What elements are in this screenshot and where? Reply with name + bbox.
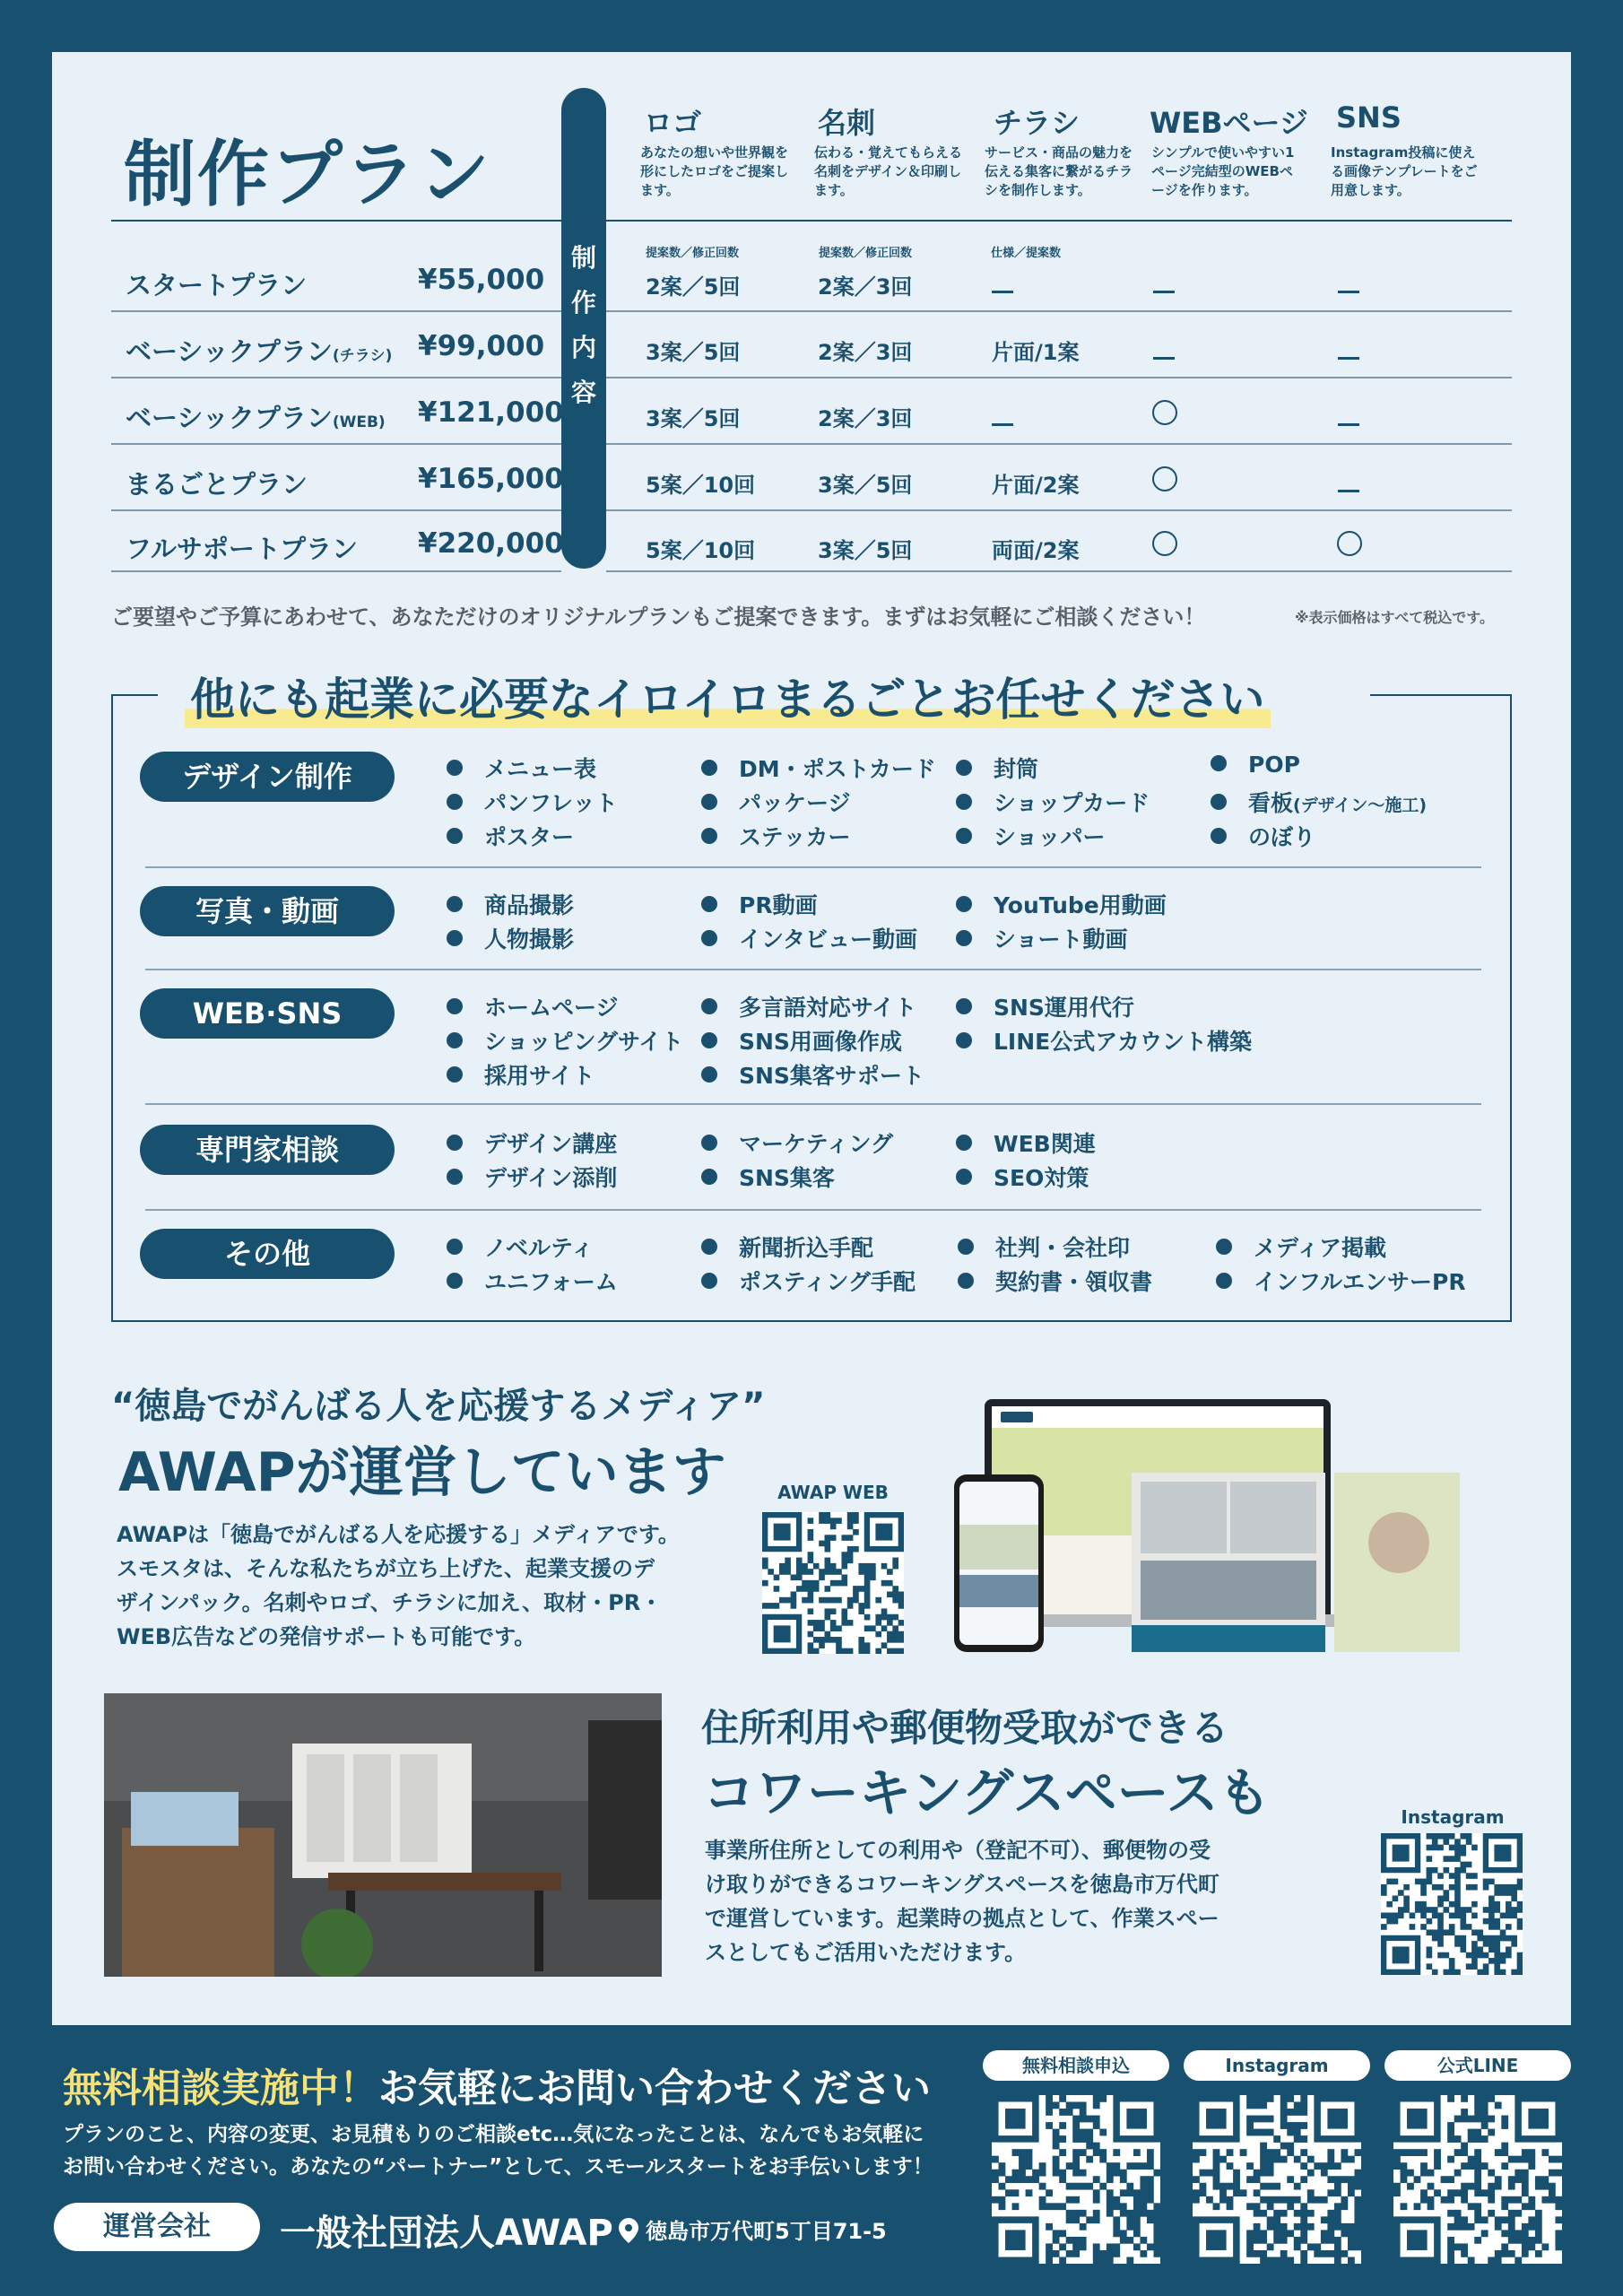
- list-item: ショッパー: [956, 820, 1150, 854]
- plan-note: ご要望やご予算にあわせて、あなただけのオリジナルプランもご提案できます。まずはお気軽にご相談ください！: [111, 604, 1206, 630]
- plan-cell: 両面/2案: [992, 538, 1080, 563]
- col-head-flyer: チラシ: [994, 106, 1081, 140]
- list-item: マーケティング: [701, 1126, 893, 1161]
- service-col: [701, 1231, 916, 1299]
- list-item: パンフレット: [447, 786, 618, 820]
- vertical-char: 作: [570, 288, 596, 317]
- service-col: [447, 1126, 617, 1195]
- row-divider: [606, 310, 1512, 312]
- media-mockup-image: [942, 1399, 1515, 1659]
- row-divider: [606, 377, 1512, 378]
- list-item: SNS用画像作成: [701, 1024, 924, 1058]
- plan-cell: 2案／5回: [646, 274, 741, 300]
- location-pin-icon: [619, 2218, 638, 2243]
- service-col: [1211, 752, 1427, 854]
- row-divider: [111, 443, 561, 445]
- dash-mark: [992, 280, 1013, 297]
- tax-note: ※表示価格はすべて税込です。: [1295, 609, 1494, 626]
- vertical-char: 内: [570, 333, 596, 362]
- list-item: SEO対策: [956, 1161, 1096, 1195]
- col-desc-logo: あなたの想いや世界観を形にしたロゴをご提案します。: [640, 144, 789, 198]
- plan-row-name: ベーシックプラン(WEB): [126, 403, 386, 433]
- list-item: LINE公式アカウント構築: [956, 1024, 1252, 1058]
- qr-label-consult: 無料相談申込: [983, 2050, 1169, 2081]
- awap-qr-label: AWAP WEB: [777, 1482, 889, 1503]
- plan-cell: 2案／3回: [818, 274, 913, 300]
- awap-body: AWAPは「徳島でがんばる人を応援する」メディアです。 スモスタは、そんな私たちが立ち上げた、起業支援のデ ザインパック。名刺やロゴ、チラシに加え、取材・PR・ WEB広告などの発信サポートも可能です。: [117, 1522, 680, 1649]
- list-item: SNS集客: [701, 1161, 893, 1195]
- list-item: 多言語対応サイト: [701, 990, 924, 1024]
- plan-row-price: ¥121,000: [418, 396, 564, 429]
- row-divider: [606, 570, 1512, 572]
- subhead-logo: 提案数／修正回数: [646, 247, 740, 260]
- footer-body: プランのこと、内容の変更、お見積もりのご相談etc…気になったことは、なんでもお気軽に お問い合わせください。あなたの“パートナー”として、スモールスタートをお手伝いします！: [63, 2123, 933, 2179]
- vertical-char: 容: [570, 378, 596, 407]
- list-item: デザイン講座: [447, 1126, 617, 1161]
- category-expert: 専門家相談: [140, 1125, 395, 1175]
- col-desc-web: シンプルで使いやすい1ページ完結型のWEBページを作ります。: [1151, 144, 1295, 198]
- subhead-card: 提案数／修正回数: [819, 247, 913, 260]
- table-top-rule: [111, 220, 1512, 222]
- list-item: ユニフォーム: [447, 1265, 618, 1299]
- list-item: ノベルティ: [447, 1231, 618, 1265]
- list-item: メディア掲載: [1216, 1231, 1466, 1265]
- list-item: 社判・会社印: [958, 1231, 1152, 1265]
- plan-cell: 5案／10回: [646, 473, 756, 498]
- list-item: PR動画: [701, 888, 917, 922]
- instagram-qr-label: Instagram: [1401, 1806, 1505, 1828]
- plan-cell: 3案／5回: [646, 406, 741, 431]
- plan-row-name: フルサポートプラン: [126, 534, 358, 564]
- qr-code[interactable]: [1193, 2095, 1361, 2264]
- plan-row-name: ベーシックプラン(チラシ): [126, 336, 393, 367]
- service-col: [956, 1126, 1096, 1195]
- list-item: ショッピングサイト: [447, 1024, 683, 1058]
- plan-cell: 3案／5回: [818, 473, 913, 498]
- plan-row-price: ¥99,000: [418, 330, 545, 362]
- plan-title: 制作プラン: [124, 133, 491, 216]
- dash-mark: [1338, 479, 1359, 496]
- row-divider: [111, 509, 561, 511]
- plan-cell: 2案／3回: [818, 340, 913, 365]
- qr-label-instagram: Instagram: [1184, 2050, 1370, 2081]
- list-item: 看板(デザイン〜施工): [1211, 786, 1427, 820]
- row-divider: [111, 310, 561, 312]
- service-col: [701, 888, 917, 956]
- company-label: 運営会社: [54, 2203, 260, 2251]
- list-item: ショート動画: [956, 922, 1167, 956]
- row-divider: [111, 377, 561, 378]
- list-item: SNS集客サポート: [701, 1058, 924, 1092]
- list-item: デザイン添削: [447, 1161, 617, 1195]
- list-item: ポスター: [447, 820, 618, 854]
- category-other: その他: [140, 1229, 395, 1279]
- cowork-subtitle: 住所利用や郵便物受取ができる: [701, 1706, 1229, 1750]
- qr-code[interactable]: [1381, 1833, 1523, 1975]
- plan-cell: 5案／10回: [646, 538, 756, 563]
- col-desc-card: 伝わる・覚えてもらえる名刺をデザイン＆印刷します。: [814, 144, 963, 198]
- service-col: [956, 888, 1167, 956]
- plan-row-price: ¥165,000: [418, 463, 564, 495]
- service-col: [1216, 1231, 1466, 1299]
- qr-code[interactable]: [762, 1512, 904, 1654]
- plan-cell: 片面/2案: [992, 473, 1080, 498]
- plan-cell: 片面/1案: [992, 340, 1080, 365]
- list-item: メニュー表: [447, 752, 618, 786]
- vertical-content-label: [561, 88, 606, 569]
- dash-mark: [1338, 280, 1359, 297]
- qr-code[interactable]: [992, 2095, 1160, 2264]
- service-col: [701, 752, 936, 854]
- plan-row-name: まるごとプラン: [126, 469, 308, 500]
- list-item: 新聞折込手配: [701, 1231, 916, 1265]
- service-col: [701, 990, 924, 1092]
- category-design: デザイン制作: [140, 752, 395, 802]
- col-desc-flyer: サービス・商品の魅力を伝える集客に繋がるチラシを制作します。: [985, 144, 1133, 198]
- circle-mark: [1152, 466, 1177, 495]
- category-divider: [145, 969, 1481, 970]
- list-item: POP: [1211, 752, 1427, 786]
- category-web-sns: WEB·SNS: [140, 988, 395, 1039]
- dash-mark: [1338, 346, 1359, 363]
- list-item: DM・ポストカード: [701, 752, 936, 786]
- qr-label-line: 公式LINE: [1384, 2050, 1571, 2081]
- service-col: [447, 752, 618, 854]
- list-item: のぼり: [1211, 820, 1427, 854]
- row-divider: [111, 570, 561, 572]
- list-item: SNS運用代行: [956, 990, 1252, 1024]
- col-desc-sns: Instagram投稿に使える画像テンプレートをご用意します。: [1331, 144, 1478, 198]
- dash-mark: [1153, 280, 1175, 297]
- service-col: [958, 1231, 1152, 1299]
- service-col: [956, 990, 1252, 1058]
- circle-mark: [1152, 400, 1177, 429]
- qr-code[interactable]: [1393, 2095, 1562, 2264]
- list-item: 封筒: [956, 752, 1150, 786]
- service-col: [447, 1231, 618, 1299]
- row-divider: [606, 509, 1512, 511]
- dash-mark: [1153, 346, 1175, 363]
- category-divider: [145, 1103, 1481, 1105]
- category-divider: [145, 1209, 1481, 1211]
- awap-title: AWAPが運営しています: [118, 1441, 726, 1504]
- service-col: [701, 1126, 893, 1195]
- dash-mark: [1338, 413, 1359, 430]
- cowork-title: コワーキングスペースも: [703, 1762, 1271, 1823]
- service-col: [447, 990, 683, 1092]
- col-head-web: WEBページ: [1150, 106, 1308, 140]
- coworking-photo: [104, 1693, 662, 1977]
- list-item: ショップカード: [956, 786, 1150, 820]
- service-col: [956, 752, 1150, 854]
- list-item: 商品撮影: [447, 888, 574, 922]
- list-item: インフルエンサーPR: [1216, 1265, 1466, 1299]
- category-divider: [145, 866, 1481, 868]
- service-col: [447, 888, 574, 956]
- list-item: ポスティング手配: [701, 1265, 916, 1299]
- list-item: パッケージ: [701, 786, 936, 820]
- circle-mark: [1337, 531, 1362, 560]
- footer-title: 無料相談実施中！お気軽にお問い合わせください: [63, 2066, 931, 2111]
- list-item: 人物撮影: [447, 922, 574, 956]
- cowork-body: 事業所住所としての利用や（登記不可）、郵便物の受 け取りができるコワーキングスペースを徳島市万代町 で運営しています。起業時の拠点として、作業スペー スとしてもご活用いただけます。: [705, 1838, 1219, 1965]
- subhead-flyer: 仕様／提案数: [991, 247, 1062, 260]
- list-item: インタビュー動画: [701, 922, 917, 956]
- category-photo-video: 写真・動画: [140, 886, 395, 936]
- list-item: 採用サイト: [447, 1058, 683, 1092]
- col-head-logo: ロゴ: [644, 106, 702, 140]
- plan-cell: 3案／5回: [646, 340, 741, 365]
- plan-row-price: ¥55,000: [418, 264, 545, 296]
- list-item: ホームページ: [447, 990, 683, 1024]
- col-head-card: 名刺: [818, 106, 876, 140]
- circle-mark: [1152, 531, 1177, 560]
- list-item: YouTube用動画: [956, 888, 1167, 922]
- col-head-sns: SNS: [1336, 100, 1402, 135]
- dash-mark: [992, 413, 1013, 430]
- row-divider: [606, 443, 1512, 445]
- list-item: WEB関連: [956, 1126, 1096, 1161]
- address: 徳島市万代町5丁目71-5: [619, 2213, 887, 2245]
- list-item: 契約書・領収書: [958, 1265, 1152, 1299]
- plan-cell: 2案／3回: [818, 406, 913, 431]
- plan-row-name: スタートプラン: [126, 270, 308, 300]
- list-item: ステッカー: [701, 820, 936, 854]
- services-title: 他にも起業に必要なイロイロまるごとお任せください: [185, 664, 1271, 728]
- plan-row-price: ¥220,000: [418, 527, 564, 560]
- company-name: 一般社団法人AWAP: [280, 2213, 613, 2254]
- plan-cell: 3案／5回: [818, 538, 913, 563]
- awap-subtitle: “徳島でがんばる人を応援するメディア”: [111, 1386, 766, 1427]
- vertical-char: 制: [570, 243, 596, 273]
